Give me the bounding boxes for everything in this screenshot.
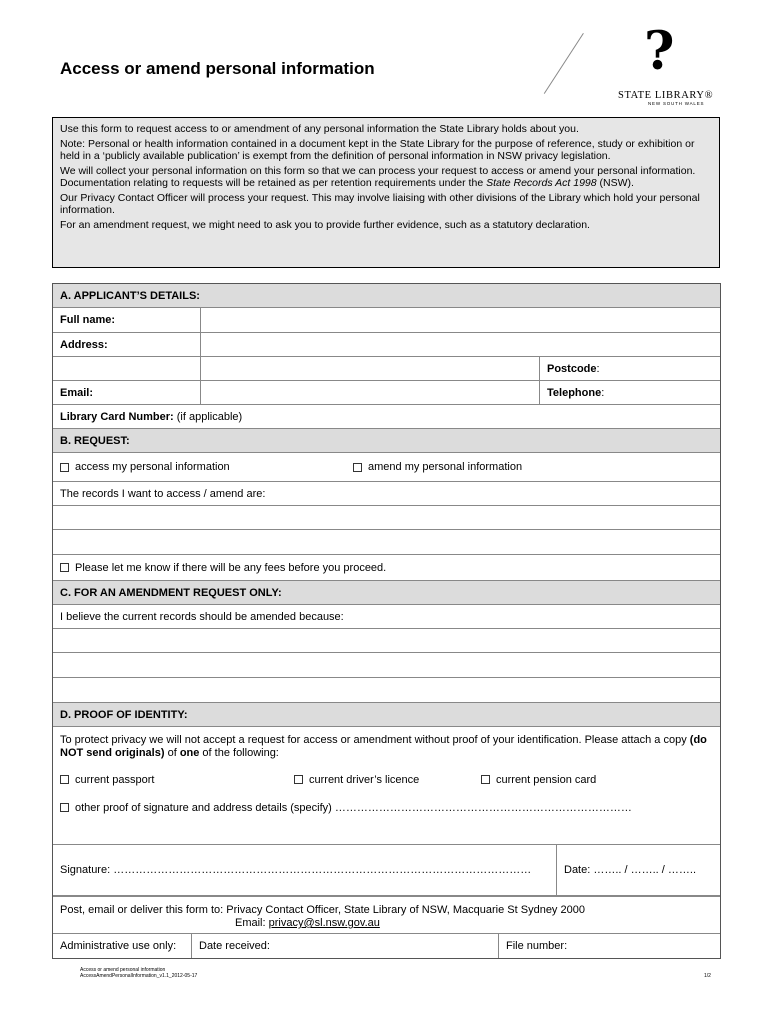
section-a-header: A. APPLICANT’S DETAILS: [53, 284, 720, 308]
post-instructions [53, 897, 720, 930]
date-field[interactable]: Date: …….. / …….. / …….. [556, 845, 720, 895]
telephone-label: Telephone [547, 386, 602, 399]
address-field-line-1[interactable] [200, 333, 720, 356]
post-email-label: Email: [235, 917, 269, 929]
address-row-1 [53, 333, 720, 357]
logo-subtitle: NEW SOUTH WALES [648, 101, 705, 106]
email-field[interactable] [200, 381, 539, 404]
records-label-row [53, 482, 720, 506]
admin-label: Administrative use only: [60, 940, 177, 952]
reason-line-3[interactable] [53, 678, 720, 703]
date-received-field[interactable]: Date received: [191, 934, 498, 958]
admin-row [53, 934, 720, 958]
pension-option[interactable] [481, 774, 596, 786]
library-card-label: Library Card Number: [60, 410, 174, 423]
address-field-line-2[interactable] [200, 357, 539, 380]
pension-checkbox[interactable] [481, 775, 490, 784]
records-label: The records I want to access / amend are: [60, 487, 266, 500]
privacy-email-link[interactable]: privacy@sl.nsw.gov.au [268, 917, 380, 929]
proof-block [53, 727, 720, 845]
intro-p5: For an amendment request, we might need to ask you to provide further evidence, such as a statutory declaration. [60, 218, 590, 231]
postcode-cell[interactable] [539, 357, 720, 380]
post-address: Post, email or deliver this form to: Privacy Contact Officer, State Library of NSW, Macquarie St Sydney 2000 [60, 904, 585, 916]
amend-option[interactable] [346, 453, 720, 481]
proof-instructions [53, 727, 720, 760]
other-proof-label: other proof of signature and address details (specify) ……………………………………………………………………… [75, 802, 632, 814]
amend-option-label: amend my personal information [368, 461, 523, 473]
signature-field[interactable]: Signature: …………………………………………………………………………………………………… [60, 864, 532, 876]
address-label-spacer [53, 357, 200, 380]
passport-label: current passport [75, 774, 155, 786]
fees-label: Please let me know if there will be any fees before you proceed. [75, 561, 387, 574]
section-c-header: C. FOR AN AMENDMENT REQUEST ONLY: [53, 581, 720, 605]
logo-name: STATE LIBRARY® [618, 90, 714, 101]
intro-p3a: We will collect your personal information on this form so that we can process your request to access or amend your personal information. Documentation relating to requests will be retained as per retention requirements under the [60, 164, 696, 189]
records-line-2[interactable] [53, 530, 720, 555]
amend-checkbox[interactable] [353, 463, 362, 472]
signature-row [53, 845, 720, 896]
state-records-act: State Records Act 1998 [486, 177, 597, 189]
fees-row[interactable] [53, 555, 720, 581]
logo-divider-line [544, 33, 584, 94]
fees-option[interactable] [53, 555, 720, 580]
intro-p3 [60, 165, 712, 190]
question-mark-logo-icon: ? [644, 21, 675, 82]
other-proof-checkbox[interactable] [60, 803, 69, 812]
file-number-field[interactable]: File number: [498, 934, 720, 958]
proof-text-end: of the following: [199, 747, 279, 759]
intro-p4: Our Privacy Contact Officer will process your request. This may involve liaising with other divisions of the Library which hold your personal information. [60, 191, 700, 216]
intro-p2: Note: Personal or health information contained in a document kept in the State Library for the purpose of reference, study or exhibition or held in a ‘publicly available publication’ is exempt from the definition of personal information in NSW privacy legislation. [60, 137, 695, 162]
proof-bold-one: one [179, 747, 200, 759]
other-proof-option[interactable] [60, 802, 632, 814]
proof-text-1: To protect privacy we will not accept a request for access or amendment without proof of your identification. Please attach a copy [60, 734, 690, 746]
footer-title: Access or amend personal information [80, 967, 166, 973]
request-type-row [53, 453, 720, 482]
email-row [53, 381, 720, 405]
intro-p3b: (NSW). [596, 177, 634, 189]
post-row [53, 896, 720, 934]
believe-label: I believe the current records should be amended because: [60, 610, 344, 623]
section-d-header: D. PROOF OF IDENTITY: [53, 703, 720, 727]
proof-text-mid: of [164, 747, 180, 759]
post-email-line [60, 917, 720, 930]
fees-checkbox[interactable] [60, 563, 69, 572]
believe-label-row [53, 605, 720, 629]
library-card-cell [53, 405, 720, 428]
full-name-row [53, 308, 720, 333]
pension-label: current pension card [496, 774, 597, 786]
licence-option[interactable] [294, 774, 419, 786]
postcode-label: Postcode [547, 362, 597, 375]
library-card-row[interactable] [53, 405, 720, 429]
reason-line-1[interactable] [53, 629, 720, 653]
proof-bold-originals: (do NOT send originals) [60, 734, 707, 759]
postcode-colon: : [596, 362, 600, 375]
reason-line-2[interactable] [53, 653, 720, 678]
section-b-header: B. REQUEST: [53, 429, 720, 453]
footer-filename: AccessAmendPersonalInformation_v1.1_2012-05-17 [80, 973, 198, 979]
telephone-colon: : [601, 386, 605, 399]
telephone-cell[interactable] [539, 381, 720, 404]
access-checkbox[interactable] [60, 463, 69, 472]
passport-checkbox[interactable] [60, 775, 69, 784]
page-number: 1/2 [704, 973, 711, 979]
access-option[interactable] [53, 453, 346, 481]
intro-p1: Use this form to request access to or amendment of any personal information the State Library holds about you. [60, 123, 579, 135]
passport-option[interactable] [60, 774, 154, 786]
full-name-label: Full name: [60, 314, 116, 326]
licence-checkbox[interactable] [294, 775, 303, 784]
address-row-2 [53, 357, 720, 381]
access-option-label: access my personal information [75, 461, 230, 473]
intro-box [52, 117, 720, 268]
email-label: Email: [60, 386, 94, 399]
address-label: Address: [60, 338, 108, 351]
request-form [52, 283, 721, 959]
records-line-1[interactable] [53, 506, 720, 530]
page-title: Access or amend personal information [60, 59, 375, 78]
library-card-note: (if applicable) [173, 410, 243, 423]
licence-label: current driver’s licence [309, 774, 420, 786]
footer-doc-info [80, 967, 197, 979]
full-name-field[interactable] [200, 308, 720, 332]
